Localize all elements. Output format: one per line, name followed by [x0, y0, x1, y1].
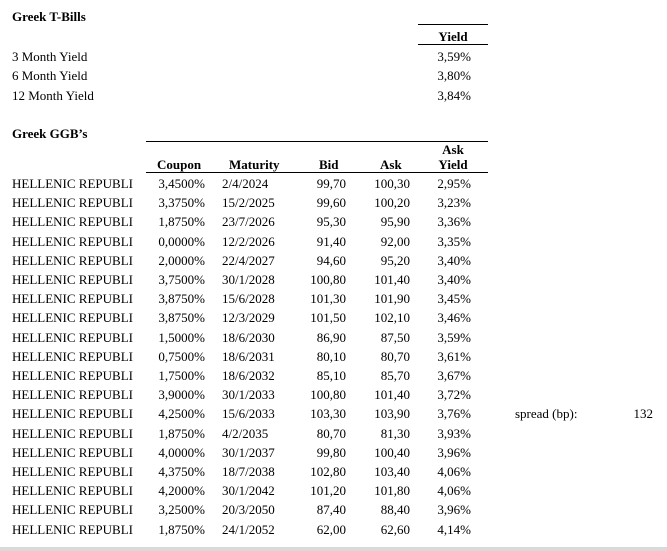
ggb-ask: 85,70	[380, 368, 410, 383]
ggb-coupon: 3,8750%	[158, 310, 205, 325]
ggb-coupon: 0,7500%	[158, 349, 205, 364]
ggb-issuer: HELLENIC REPUBLI	[12, 310, 133, 325]
ggb-maturity: 20/3/2050	[222, 502, 275, 517]
ggb-ask: 103,40	[374, 464, 410, 479]
tbill-row-label: 6 Month Yield	[12, 68, 88, 83]
tbill-row-yield: 3,84%	[437, 88, 471, 103]
ggb-bid: 94,60	[316, 253, 346, 268]
ggb-ask-yield: 4,06%	[437, 483, 471, 498]
ggb-issuer: HELLENIC REPUBLI	[12, 253, 133, 268]
spread-value: 132	[633, 406, 653, 421]
ggb-table-row	[0, 214, 667, 233]
ggb-ask-yield: 3,93%	[437, 426, 471, 441]
ggb-table-row	[0, 445, 667, 464]
ggb-table-row	[0, 291, 667, 310]
ggb-header-ask: Ask	[380, 157, 402, 172]
ggb-maturity: 30/1/2042	[222, 483, 275, 498]
ggb-maturity: 15/2/2025	[222, 195, 275, 210]
ggb-coupon: 2,0000%	[158, 253, 205, 268]
ggb-table-row	[0, 502, 667, 521]
ggb-title: Greek GGB’s	[12, 126, 88, 141]
ggb-bid: 100,80	[310, 387, 346, 402]
ggb-table-row	[0, 310, 667, 329]
ggb-coupon: 1,8750%	[158, 214, 205, 229]
ggb-bid: 85,10	[316, 368, 346, 383]
ggb-ask: 101,40	[374, 387, 410, 402]
ggb-coupon: 3,9000%	[158, 387, 205, 402]
spread-label: spread (bp):	[515, 406, 578, 421]
ggb-ask: 62,60	[380, 522, 410, 537]
ggb-issuer: HELLENIC REPUBLI	[12, 426, 133, 441]
ggb-bid: 86,90	[316, 330, 346, 345]
ggb-bid: 101,30	[310, 291, 346, 306]
ggb-table-row	[0, 195, 667, 214]
ggb-coupon: 4,2000%	[158, 483, 205, 498]
ggb-header-askyield-line2: Yield	[438, 157, 468, 172]
ggb-maturity: 12/2/2026	[222, 234, 275, 249]
ggb-coupon: 4,2500%	[158, 406, 205, 421]
ggb-ask-yield: 3,96%	[437, 445, 471, 460]
ggb-maturity: 30/1/2033	[222, 387, 275, 402]
ggb-issuer: HELLENIC REPUBLI	[12, 330, 133, 345]
ggb-ask: 100,20	[374, 195, 410, 210]
ggb-maturity: 18/6/2030	[222, 330, 275, 345]
ggb-bid: 102,80	[310, 464, 346, 479]
page-bottom-edge	[0, 547, 667, 551]
ggb-ask: 100,40	[374, 445, 410, 460]
ggb-ask-yield: 3,96%	[437, 502, 471, 517]
ggb-maturity: 23/7/2026	[222, 214, 275, 229]
ggb-issuer: HELLENIC REPUBLI	[12, 445, 133, 460]
ggb-ask-yield: 3,40%	[437, 253, 471, 268]
ggb-ask-yield: 3,72%	[437, 387, 471, 402]
ggb-bid: 99,70	[316, 176, 346, 191]
ggb-issuer: HELLENIC REPUBLI	[12, 176, 133, 191]
ggb-bid: 91,40	[316, 234, 346, 249]
ggb-table-row	[0, 176, 667, 195]
ggb-table-row	[0, 234, 667, 253]
ggb-header-bid: Bid	[319, 157, 339, 172]
ggb-issuer: HELLENIC REPUBLI	[12, 272, 133, 287]
ggb-table-row	[0, 253, 667, 272]
ggb-coupon: 1,8750%	[158, 426, 205, 441]
ggb-bid: 62,00	[316, 522, 346, 537]
ggb-ask-yield: 4,14%	[437, 522, 471, 537]
ggb-issuer: HELLENIC REPUBLI	[12, 502, 133, 517]
tbill-row-label: 12 Month Yield	[12, 88, 94, 103]
tbills-header-top-rule	[418, 24, 488, 25]
ggb-issuer: HELLENIC REPUBLI	[12, 406, 133, 421]
ggb-ask: 103,90	[374, 406, 410, 421]
ggb-table-row	[0, 522, 667, 541]
ggb-coupon: 4,0000%	[158, 445, 205, 460]
ggb-ask: 101,40	[374, 272, 410, 287]
ggb-ask: 101,80	[374, 483, 410, 498]
ggb-ask-yield: 2,95%	[437, 176, 471, 191]
ggb-bid: 100,80	[310, 272, 346, 287]
ggb-maturity: 24/1/2052	[222, 522, 275, 537]
ggb-ask-yield: 3,23%	[437, 195, 471, 210]
ggb-header-askyield-line1: Ask	[442, 142, 464, 157]
ggb-issuer: HELLENIC REPUBLI	[12, 464, 133, 479]
ggb-maturity: 2/4/2024	[222, 176, 269, 191]
ggb-maturity: 30/1/2037	[222, 445, 275, 460]
ggb-ask-yield: 4,06%	[437, 464, 471, 479]
ggb-bid: 103,30	[310, 406, 346, 421]
ggb-coupon: 0,0000%	[158, 234, 205, 249]
ggb-maturity: 18/6/2032	[222, 368, 275, 383]
ggb-header-coupon: Coupon	[157, 157, 202, 172]
ggb-table-row	[0, 272, 667, 291]
ggb-ask: 100,30	[374, 176, 410, 191]
ggb-ask: 95,20	[380, 253, 410, 268]
ggb-ask: 81,30	[380, 426, 410, 441]
ggb-bid: 99,80	[316, 445, 346, 460]
ggb-coupon: 3,2500%	[158, 502, 205, 517]
ggb-coupon: 3,8750%	[158, 291, 205, 306]
ggb-bid: 80,70	[316, 426, 346, 441]
ggb-issuer: HELLENIC REPUBLI	[12, 483, 133, 498]
ggb-ask-yield: 3,61%	[437, 349, 471, 364]
ggb-bid: 95,30	[316, 214, 346, 229]
ggb-table-row	[0, 387, 667, 406]
ggb-issuer: HELLENIC REPUBLI	[12, 522, 133, 537]
ggb-ask: 80,70	[380, 349, 410, 364]
tbills-header-bottom-rule	[418, 44, 488, 45]
ggb-maturity: 12/3/2029	[222, 310, 275, 325]
ggb-table-row	[0, 426, 667, 445]
ggb-table-row	[0, 483, 667, 502]
ggb-ask-yield: 3,46%	[437, 310, 471, 325]
ggb-maturity: 4/2/2035	[222, 426, 269, 441]
ggb-ask-yield: 3,59%	[437, 330, 471, 345]
ggb-maturity: 15/6/2033	[222, 406, 275, 421]
ggb-ask: 95,90	[380, 214, 410, 229]
ggb-coupon: 1,8750%	[158, 522, 205, 537]
tbills-yield-header: Yield	[438, 29, 468, 44]
ggb-ask-yield: 3,36%	[437, 214, 471, 229]
ggb-ask-yield: 3,40%	[437, 272, 471, 287]
ggb-bid: 87,40	[316, 502, 346, 517]
ggb-maturity: 18/6/2031	[222, 349, 275, 364]
ggb-issuer: HELLENIC REPUBLI	[12, 349, 133, 364]
ggb-table-row	[0, 349, 667, 368]
ggb-coupon: 3,4500%	[158, 176, 205, 191]
ggb-bid: 101,20	[310, 483, 346, 498]
tbill-row-label: 3 Month Yield	[12, 49, 88, 64]
tbills-title: Greek T-Bills	[12, 9, 86, 24]
tbill-row-yield: 3,80%	[437, 68, 471, 83]
ggb-coupon: 1,5000%	[158, 330, 205, 345]
ggb-ask: 101,90	[374, 291, 410, 306]
ggb-bid: 99,60	[316, 195, 346, 210]
ggb-table-row	[0, 368, 667, 387]
ggb-ask: 88,40	[380, 502, 410, 517]
ggb-header-maturity: Maturity	[229, 157, 280, 172]
ggb-bid: 80,10	[316, 349, 346, 364]
ggb-ask-yield: 3,76%	[437, 406, 471, 421]
ggb-issuer: HELLENIC REPUBLI	[12, 234, 133, 249]
ggb-bid: 101,50	[310, 310, 346, 325]
ggb-table-row	[0, 330, 667, 349]
ggb-maturity: 18/7/2038	[222, 464, 275, 479]
ggb-issuer: HELLENIC REPUBLI	[12, 214, 133, 229]
tbill-row-yield: 3,59%	[437, 49, 471, 64]
ggb-header-bottom-rule	[146, 172, 488, 173]
ggb-table-row	[0, 464, 667, 483]
ggb-coupon: 3,7500%	[158, 272, 205, 287]
ggb-coupon: 1,7500%	[158, 368, 205, 383]
ggb-ask-yield: 3,67%	[437, 368, 471, 383]
ggb-maturity: 30/1/2028	[222, 272, 275, 287]
ggb-coupon: 3,3750%	[158, 195, 205, 210]
ggb-issuer: HELLENIC REPUBLI	[12, 387, 133, 402]
ggb-issuer: HELLENIC REPUBLI	[12, 291, 133, 306]
ggb-issuer: HELLENIC REPUBLI	[12, 195, 133, 210]
ggb-coupon: 4,3750%	[158, 464, 205, 479]
ggb-ask: 87,50	[380, 330, 410, 345]
ggb-ask: 92,00	[380, 234, 410, 249]
ggb-ask-yield: 3,35%	[437, 234, 471, 249]
ggb-ask: 102,10	[374, 310, 410, 325]
ggb-ask-yield: 3,45%	[437, 291, 471, 306]
ggb-issuer: HELLENIC REPUBLI	[12, 368, 133, 383]
ggb-maturity: 22/4/2027	[222, 253, 275, 268]
ggb-maturity: 15/6/2028	[222, 291, 275, 306]
